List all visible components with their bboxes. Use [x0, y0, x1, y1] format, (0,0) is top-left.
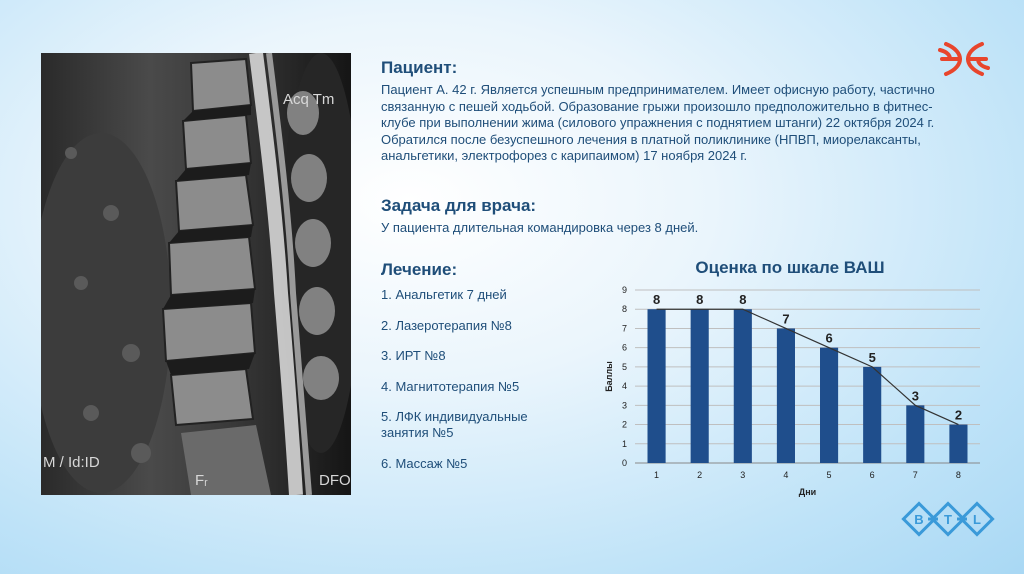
bar — [648, 309, 666, 463]
y-tick-label: 1 — [621, 438, 627, 449]
y-tick-label: 7 — [621, 323, 627, 334]
bar — [949, 425, 967, 463]
data-label: 6 — [825, 330, 833, 346]
x-tick-label: 7 — [912, 470, 918, 480]
btl-logo-icon — [900, 494, 996, 546]
x-tick-label: 3 — [740, 470, 746, 480]
y-tick-label: 0 — [621, 458, 627, 468]
mri-image — [41, 53, 351, 495]
red-pain-burst-icon — [936, 38, 992, 80]
x-axis-title: Дни — [798, 487, 817, 497]
treatment-item: 6. Массаж №5 — [381, 455, 468, 471]
y-axis-title: Баллы — [604, 361, 614, 392]
patient-description: Пациент А. 42 г. Является успешным предпринимателем. Имеет офисную работу, частично связанную с пешей ходьбой. Образование грыжи произошло предположительно в фитнес-клубе при выполнении жима (силового упражнения с поднятием штанги) 22 октября 2024 г. Обратился после безуспешного лечения в платной поликлинике (НПВП, миорелаксанты, анальгетики, электрофорез с карипаимом) 17 ноября 2024 г. — [381, 82, 935, 163]
mri-spine-illustration — [41, 53, 351, 495]
treatment-item: 2. Лазеротерапия №8 — [381, 317, 512, 333]
treatment-heading: Лечение: — [381, 260, 458, 279]
treatment-item: 4. Магнитотерапия №5 — [381, 378, 520, 394]
y-tick-label: 6 — [621, 342, 627, 353]
mri-dfo-label: DFO — [319, 472, 351, 489]
task-description: У пациента длительная командировка через 8 дней. — [381, 220, 699, 235]
y-tick-label: 5 — [621, 361, 627, 372]
x-tick-label: 2 — [697, 470, 703, 480]
vas-bar-chart — [600, 280, 1000, 505]
treatment-item: 5. ЛФК индивидуальные занятия №5 — [381, 409, 528, 440]
mri-f-label: Fᵣ — [195, 472, 208, 489]
x-tick-label: 6 — [869, 470, 875, 480]
data-label: 3 — [911, 388, 919, 404]
patient-heading: Пациент: — [381, 58, 458, 77]
btl-letter-l: L — [973, 512, 981, 527]
mri-acq-label: Acq Tm — [283, 91, 335, 108]
bar — [863, 367, 881, 463]
data-label: 2 — [954, 407, 963, 423]
data-label: 8 — [652, 292, 661, 308]
treatment-item: 3. ИРТ №8 — [381, 348, 446, 363]
chart-title: Оценка по шкале ВАШ — [695, 258, 885, 277]
mri-id-label: M / Id:ID — [43, 454, 100, 471]
bar — [777, 328, 795, 463]
bar — [820, 348, 838, 463]
task-heading: Задача для врача: — [381, 196, 537, 215]
y-tick-label: 9 — [621, 285, 627, 295]
x-tick-label: 1 — [654, 470, 660, 480]
data-label: 8 — [739, 292, 747, 308]
y-tick-label: 8 — [621, 304, 627, 315]
x-tick-label: 8 — [955, 470, 961, 480]
y-tick-label: 2 — [621, 419, 627, 430]
treatment-item: 1. Анальгетик 7 дней — [381, 287, 507, 302]
bar — [691, 309, 709, 463]
bar — [906, 405, 924, 463]
x-tick-label: 4 — [783, 470, 789, 480]
btl-letter-b: B — [914, 512, 924, 527]
x-tick-label: 5 — [826, 470, 832, 480]
data-label: 7 — [782, 311, 790, 327]
bar — [734, 309, 752, 463]
y-tick-label: 3 — [621, 400, 627, 411]
data-label: 8 — [696, 292, 704, 308]
treatment-list — [381, 287, 571, 486]
data-label: 5 — [868, 349, 876, 365]
y-tick-label: 4 — [621, 381, 627, 392]
btl-letter-t: T — [944, 512, 952, 527]
